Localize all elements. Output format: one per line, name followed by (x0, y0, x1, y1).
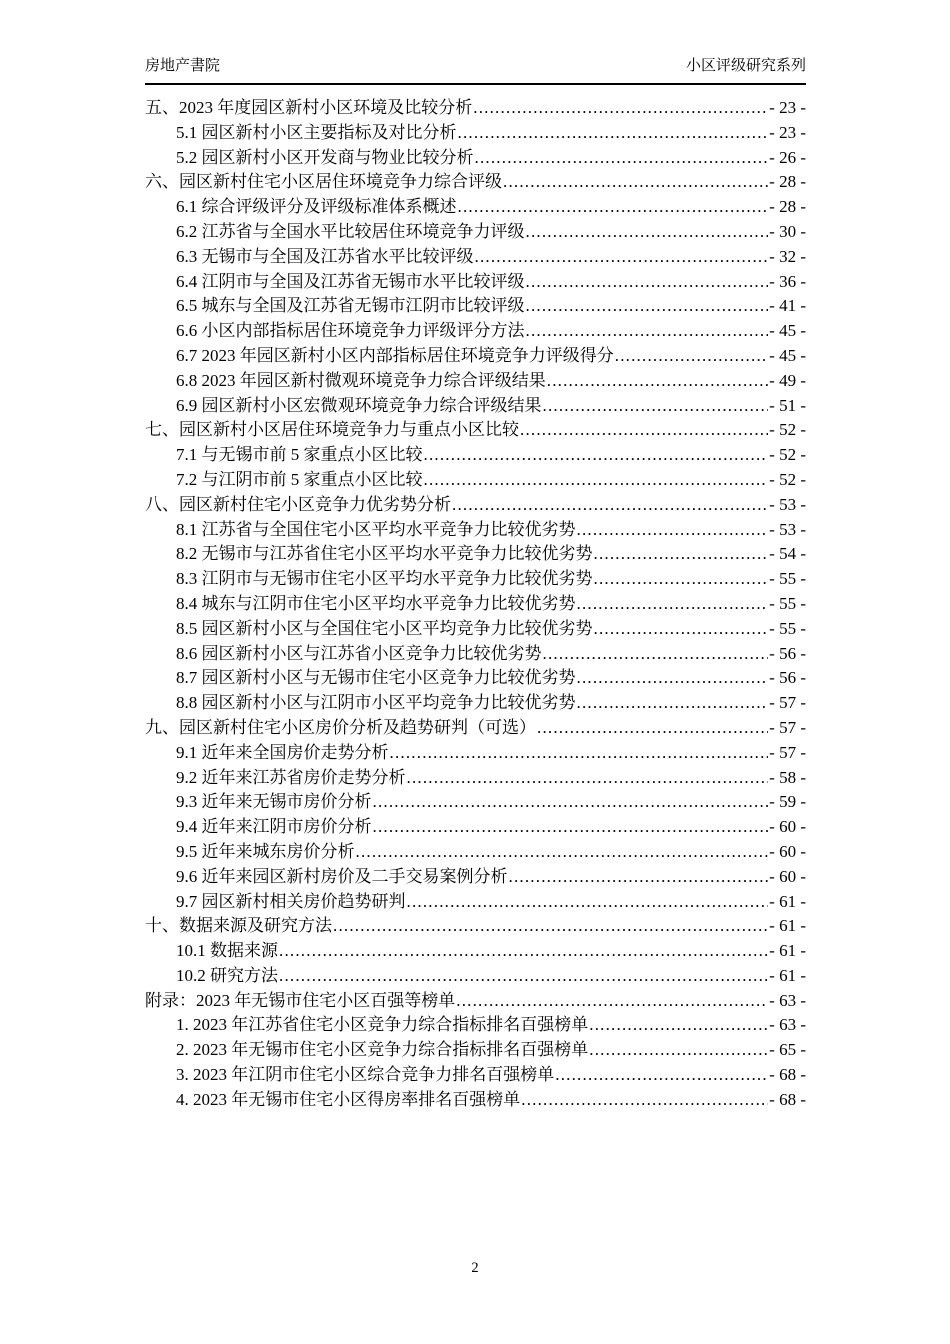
toc-entry-page: - 61 - (769, 916, 806, 936)
toc-entry-label: 3. 2023 年江阴市住宅小区综合竞争力排名百强榜单 (176, 1065, 555, 1085)
toc-dot-leader (373, 815, 769, 840)
toc-dot-leader (577, 518, 769, 543)
toc-dot-leader (555, 1063, 768, 1088)
toc-entry-label: 八、园区新村住宅小区竞争力优劣势分析 (145, 494, 451, 514)
toc-entry-page: - 63 - (769, 1015, 806, 1035)
toc-entry[interactable] (145, 989, 806, 1014)
toc-dot-leader (452, 493, 768, 518)
toc-dot-leader (458, 121, 769, 146)
toc-entry-label: 8.8 园区新村小区与江阴市小区平均竞争力比较优劣势 (176, 693, 576, 713)
toc-entry[interactable] (145, 642, 806, 667)
toc-entry-page: - 59 - (769, 792, 806, 812)
toc-dot-leader (537, 716, 768, 741)
toc-entry-page: - 56 - (769, 643, 806, 663)
toc-entry-label: 8.5 园区新村小区与全国住宅小区平均竞争力比较优劣势 (176, 618, 593, 638)
toc-entry-page: - 53 - (769, 519, 806, 539)
toc-entry[interactable] (145, 592, 806, 617)
page-footer (0, 1258, 950, 1278)
toc-entry-page: - 56 - (769, 668, 806, 688)
toc-entry-page: - 45 - (769, 321, 806, 341)
toc-dot-leader (458, 195, 769, 220)
toc-dot-leader (333, 914, 768, 939)
toc-dot-leader (521, 1088, 768, 1113)
toc-entry-page: - 51 - (769, 395, 806, 415)
toc-entry-label: 8.4 城东与江阴市住宅小区平均水平竞争力比较优劣势 (176, 593, 576, 613)
toc-entry-label: 9.5 近年来城东房价分析 (176, 841, 355, 861)
toc-entry[interactable] (145, 716, 806, 741)
toc-entry-page: - 36 - (769, 271, 806, 291)
toc-entry-label: 8.2 无锡市与江苏省住宅小区平均水平竞争力比较优劣势 (176, 544, 593, 564)
toc-entry-page: - 55 - (769, 593, 806, 613)
toc-entry-label: 七、园区新村小区居住环境竞争力与重点小区比较 (145, 420, 519, 440)
toc-dot-leader (407, 890, 769, 915)
toc-dot-leader (407, 766, 769, 791)
toc-dot-leader (279, 964, 768, 989)
toc-entry-label: 6.2 江苏省与全国水平比较居住环境竞争力评级 (176, 221, 525, 241)
toc-entry[interactable] (145, 1013, 806, 1038)
toc-dot-leader (424, 443, 769, 468)
toc-entry-label: 6.9 园区新村小区宏微观环境竞争力综合评级结果 (176, 395, 542, 415)
toc-dot-leader (424, 468, 769, 493)
toc-entry-page: - 52 - (769, 469, 806, 489)
toc-entry-page: - 60 - (769, 817, 806, 837)
toc-entry-label: 五、2023 年度园区新村小区环境及比较分析 (145, 98, 473, 117)
toc-dot-leader (577, 592, 769, 617)
toc-entry-label: 9.6 近年来园区新村房价及二手交易案例分析 (176, 866, 508, 886)
toc-entry-page: - 28 - (769, 197, 806, 217)
toc-entry-label: 9.4 近年来江阴市房价分析 (176, 817, 372, 837)
toc-entry[interactable] (145, 691, 806, 716)
toc-entry[interactable] (145, 890, 806, 915)
toc-dot-leader (279, 939, 768, 964)
toc-dot-leader (577, 691, 769, 716)
toc-entry-label: 2. 2023 年无锡市住宅小区竞争力综合指标排名百强榜单 (176, 1040, 589, 1060)
toc-entry-page: - 54 - (769, 544, 806, 564)
toc-entry[interactable] (145, 121, 806, 146)
toc-entry-page: - 30 - (769, 221, 806, 241)
toc-entry-label: 6.3 无锡市与全国及江苏省水平比较评级 (176, 246, 474, 266)
toc-entry-page: - 68 - (769, 1065, 806, 1085)
toc-entry[interactable] (145, 567, 806, 592)
toc-entry[interactable] (145, 617, 806, 642)
toc-entry[interactable] (145, 939, 806, 964)
toc-entry-label: 10.1 数据来源 (176, 941, 278, 961)
toc-entry-label: 九、园区新村住宅小区房价分析及趋势研判（可选） (145, 717, 536, 737)
toc-entry-label: 6.6 小区内部指标居住环境竞争力评级评分方法 (176, 321, 525, 341)
toc-dot-leader (526, 220, 769, 245)
toc-entry-label: 8.1 江苏省与全国住宅小区平均水平竞争力比较优劣势 (176, 519, 576, 539)
toc-dot-leader (473, 96, 768, 121)
toc-dot-leader (475, 146, 769, 171)
toc-entry-page: - 65 - (769, 1040, 806, 1060)
toc-dot-leader (526, 270, 769, 295)
toc-entry[interactable] (145, 840, 806, 865)
toc-dot-leader (356, 840, 769, 865)
toc-dot-leader (589, 1038, 768, 1063)
toc-entry[interactable] (145, 542, 806, 567)
toc-entry[interactable] (145, 443, 806, 468)
toc-entry-page: - 58 - (769, 767, 806, 787)
toc-entry[interactable] (145, 270, 806, 295)
toc-entry[interactable] (145, 294, 806, 319)
toc-entry-label: 十、数据来源及研究方法 (145, 916, 332, 936)
toc-entry[interactable] (145, 766, 806, 791)
toc-entry-page: - 68 - (769, 1089, 806, 1109)
toc-entry-page: - 41 - (769, 296, 806, 316)
toc-entry-page: - 52 - (769, 420, 806, 440)
toc-entry-page: - 55 - (769, 569, 806, 589)
toc-entry[interactable] (145, 418, 806, 443)
toc-entry[interactable] (145, 865, 806, 890)
toc-dot-leader (547, 369, 768, 394)
toc-entry-page: - 63 - (769, 990, 806, 1010)
table-of-contents (145, 96, 806, 1113)
toc-entry-label: 9.2 近年来江苏省房价走势分析 (176, 767, 406, 787)
toc-entry-page: - 61 - (769, 965, 806, 985)
toc-entry[interactable] (145, 195, 806, 220)
toc-entry-label: 6.8 2023 年园区新村微观环境竞争力综合评级结果 (176, 370, 546, 390)
toc-entry[interactable] (145, 369, 806, 394)
toc-entry-page: - 57 - (769, 717, 806, 737)
toc-entry-page: - 49 - (769, 370, 806, 390)
toc-entry[interactable] (145, 964, 806, 989)
toc-entry-page: - 57 - (769, 742, 806, 762)
toc-entry-label: 6.1 综合评级评分及评级标准体系概述 (176, 197, 457, 217)
toc-entry[interactable] (145, 319, 806, 344)
toc-entry-label: 六、园区新村住宅小区居住环境竞争力综合评级 (145, 172, 502, 192)
page-header (145, 56, 806, 85)
toc-entry[interactable] (145, 146, 806, 171)
toc-entry-page: - 26 - (769, 147, 806, 167)
toc-entry-page: - 60 - (769, 866, 806, 886)
toc-entry-page: - 53 - (769, 494, 806, 514)
toc-entry[interactable] (145, 170, 806, 195)
toc-entry-label: 9.7 园区新村相关房价趋势研判 (176, 891, 406, 911)
toc-dot-leader (589, 1013, 768, 1038)
toc-entry-page: - 23 - (769, 122, 806, 142)
toc-dot-leader (526, 319, 769, 344)
toc-entry-label: 5.2 园区新村小区开发商与物业比较分析 (176, 147, 474, 167)
toc-entry-label: 6.4 江阴市与全国及江苏省无锡市水平比较评级 (176, 271, 525, 291)
toc-entry-page: - 23 - (769, 98, 806, 117)
toc-entry[interactable] (145, 245, 806, 270)
toc-entry-page: - 60 - (769, 841, 806, 861)
toc-dot-leader (594, 542, 769, 567)
toc-dot-leader (526, 294, 769, 319)
toc-entry[interactable] (145, 666, 806, 691)
toc-dot-leader (543, 394, 769, 419)
toc-entry-page: - 61 - (769, 941, 806, 961)
toc-entry[interactable] (145, 815, 806, 840)
toc-entry[interactable] (145, 220, 806, 245)
toc-dot-leader (390, 741, 769, 766)
toc-entry-label: 6.5 城东与全国及江苏省无锡市江阴市比较评级 (176, 296, 525, 316)
toc-dot-leader (456, 989, 768, 1014)
toc-entry-page: - 45 - (769, 345, 806, 365)
header-left-title: 房地产書院 (145, 57, 221, 74)
toc-entry-page: - 61 - (769, 891, 806, 911)
toc-entry-page: - 32 - (769, 246, 806, 266)
toc-dot-leader (615, 344, 768, 369)
toc-dot-leader (594, 617, 769, 642)
header-right-title: 小区评级研究系列 (685, 57, 806, 74)
toc-entry-page: - 52 - (769, 445, 806, 465)
toc-entry[interactable] (145, 1038, 806, 1063)
toc-dot-leader (594, 567, 769, 592)
toc-dot-leader (475, 245, 769, 270)
toc-entry-label: 9.1 近年来全国房价走势分析 (176, 742, 389, 762)
toc-dot-leader (503, 170, 768, 195)
toc-entry[interactable] (145, 518, 806, 543)
toc-entry-label: 4. 2023 年无锡市住宅小区得房率排名百强榜单 (176, 1089, 521, 1109)
toc-entry-page: - 57 - (769, 693, 806, 713)
toc-entry-label: 1. 2023 年江苏省住宅小区竞争力综合指标排名百强榜单 (176, 1015, 589, 1035)
toc-entry-label: 8.7 园区新村小区与无锡市住宅小区竞争力比较优劣势 (176, 668, 576, 688)
toc-entry-label: 6.7 2023 年园区新村小区内部指标居住环境竞争力评级得分 (176, 345, 614, 365)
toc-entry-page: - 55 - (769, 618, 806, 638)
toc-entry-label: 7.2 与江阴市前 5 家重点小区比较 (176, 469, 423, 489)
toc-entry-label: 8.6 园区新村小区与江苏省小区竞争力比较优劣势 (176, 643, 542, 663)
toc-entry[interactable] (145, 741, 806, 766)
toc-entry[interactable] (145, 493, 806, 518)
toc-dot-leader (520, 418, 768, 443)
toc-entry[interactable] (145, 394, 806, 419)
toc-entry[interactable] (145, 790, 806, 815)
toc-entry[interactable] (145, 96, 806, 121)
toc-entry-label: 附录：2023 年无锡市住宅小区百强等榜单 (145, 990, 456, 1010)
toc-entry[interactable] (145, 1063, 806, 1088)
toc-dot-leader (509, 865, 769, 890)
toc-entry[interactable] (145, 914, 806, 939)
toc-entry-page: - 28 - (769, 172, 806, 192)
toc-entry-label: 8.3 江阴市与无锡市住宅小区平均水平竞争力比较优劣势 (176, 569, 593, 589)
page-number: 2 (471, 1260, 479, 1276)
toc-entry-label: 5.1 园区新村小区主要指标及对比分析 (176, 122, 457, 142)
toc-entry[interactable] (145, 468, 806, 493)
toc-entry[interactable] (145, 1088, 806, 1113)
toc-dot-leader (543, 642, 769, 667)
toc-dot-leader (373, 790, 769, 815)
toc-entry-label: 9.3 近年来无锡市房价分析 (176, 792, 372, 812)
toc-entry-label: 7.1 与无锡市前 5 家重点小区比较 (176, 445, 423, 465)
toc-entry[interactable] (145, 344, 806, 369)
toc-dot-leader (577, 666, 769, 691)
toc-entry-label: 10.2 研究方法 (176, 965, 278, 985)
